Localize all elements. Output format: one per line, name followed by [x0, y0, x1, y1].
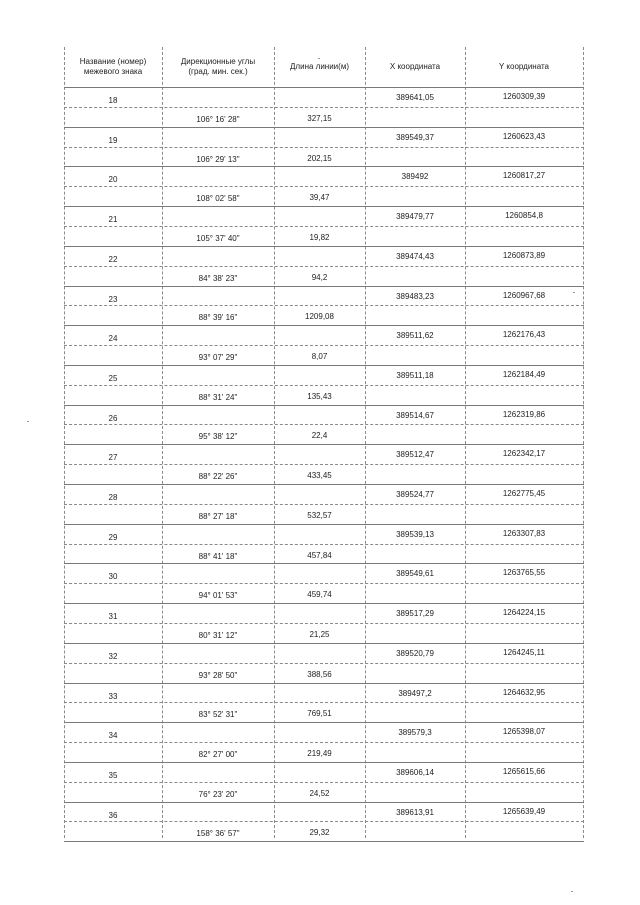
- y-coordinate: 1262184,49: [502, 370, 546, 379]
- y-coordinate: 1265615,66: [502, 767, 546, 776]
- row-divider: [64, 841, 584, 842]
- row-divider: [64, 166, 584, 167]
- row-divider: [64, 663, 584, 664]
- y-coordinate: 1263765,55: [502, 568, 546, 577]
- row-divider: [64, 702, 584, 703]
- y-coordinate: 1262775,45: [502, 489, 546, 498]
- line-length: 433,45: [307, 471, 332, 480]
- direction-angle: 88° 27' 18": [198, 512, 238, 521]
- point-number: 27: [108, 453, 118, 462]
- row-divider: [64, 484, 584, 485]
- y-coordinate: 1260854,8: [505, 211, 543, 220]
- x-coordinate: 389511,18: [396, 371, 434, 380]
- point-number: 28: [108, 493, 118, 502]
- point-number: 18: [108, 96, 118, 105]
- x-coordinate: 389549,37: [396, 133, 434, 142]
- row-divider: [64, 802, 584, 803]
- point-number: 26: [108, 414, 118, 423]
- direction-angle: 93° 07' 29": [198, 353, 238, 362]
- line-length: 8,07: [311, 352, 328, 361]
- header-x-coordinate: X координата: [389, 62, 441, 71]
- x-coordinate: 389606,14: [396, 768, 434, 777]
- y-coordinate: 1260309,39: [502, 92, 546, 101]
- line-length: 219,49: [307, 749, 332, 758]
- direction-angle: 84° 38' 23": [198, 274, 238, 283]
- point-number: 23: [108, 295, 118, 304]
- point-number: 36: [108, 811, 118, 820]
- x-coordinate: 389520,79: [396, 649, 434, 658]
- point-number: 34: [108, 731, 118, 740]
- point-number: 25: [108, 374, 118, 383]
- x-coordinate: 389641,05: [396, 93, 434, 102]
- row-divider: [64, 107, 584, 108]
- row-divider: [64, 603, 584, 604]
- direction-angle: 105° 37' 40": [196, 234, 240, 243]
- line-length: 24,52: [309, 789, 330, 798]
- y-coordinate: 1260817,27: [502, 171, 546, 180]
- direction-angle: 158° 36' 57": [196, 829, 240, 838]
- line-length: 94,2: [311, 273, 328, 282]
- line-length: 327,15: [307, 114, 332, 123]
- row-divider: [64, 127, 584, 128]
- scan-speck: [27, 421, 29, 422]
- row-divider: [64, 782, 584, 783]
- point-number: 30: [108, 572, 118, 581]
- row-divider: [64, 365, 584, 366]
- x-coordinate: 389474,43: [396, 252, 434, 261]
- direction-angle: 108° 02' 58": [196, 194, 240, 203]
- point-number: 33: [108, 692, 118, 701]
- row-divider: [64, 563, 584, 564]
- line-length: 459,74: [307, 590, 332, 599]
- direction-angle: 88° 22' 26": [198, 472, 238, 481]
- y-coordinate: 1260873,89: [502, 251, 546, 260]
- point-number: 35: [108, 771, 118, 780]
- scan-speck: [571, 891, 573, 892]
- line-length: 388,56: [307, 670, 332, 679]
- row-divider: [64, 246, 584, 247]
- direction-angle: 88° 31' 24": [198, 393, 238, 402]
- line-length: 457,84: [307, 551, 332, 560]
- x-coordinate: 389524,77: [396, 490, 434, 499]
- direction-angle: 106° 16' 28": [196, 115, 240, 124]
- x-coordinate: 389517,29: [396, 609, 434, 618]
- x-coordinate: 389479,77: [396, 212, 434, 221]
- point-number: 31: [108, 612, 118, 621]
- y-coordinate: 1262319,86: [502, 410, 546, 419]
- x-coordinate: 389497,2: [398, 689, 432, 698]
- line-length: 29,32: [309, 828, 330, 837]
- line-length: 202,15: [307, 154, 332, 163]
- direction-angle: 95° 38' 12": [198, 432, 238, 441]
- row-divider: [64, 464, 584, 465]
- row-divider: [64, 683, 584, 684]
- row-divider: [64, 405, 584, 406]
- point-number: 32: [108, 652, 118, 661]
- line-length: 1209,08: [305, 312, 334, 321]
- line-length: 21,25: [309, 630, 330, 639]
- y-coordinate: 1262176,43: [502, 330, 546, 339]
- point-number: 20: [108, 175, 118, 184]
- direction-angle: 82° 27' 00": [198, 750, 238, 759]
- row-divider: [64, 147, 584, 148]
- row-divider: [64, 87, 584, 88]
- line-length: 532,57: [307, 511, 332, 520]
- row-divider: [64, 206, 584, 207]
- direction-angle: 94° 01' 53": [198, 591, 238, 600]
- x-coordinate: 389492: [401, 172, 429, 181]
- direction-angle: 88° 41' 18": [198, 552, 238, 561]
- header-line-length: Длина линии(м): [290, 62, 349, 71]
- row-divider: [64, 305, 584, 306]
- point-number: 24: [108, 334, 118, 343]
- y-coordinate: 1265639,49: [502, 807, 546, 816]
- row-divider: [64, 266, 584, 267]
- y-coordinate: 1263307,83: [502, 529, 546, 538]
- row-divider: [64, 583, 584, 584]
- row-divider: [64, 286, 584, 287]
- direction-angle: 93° 28' 50": [198, 671, 238, 680]
- line-length: 769,51: [307, 709, 332, 718]
- row-divider: [64, 325, 584, 326]
- x-coordinate: 389549,61: [396, 569, 434, 578]
- line-length: 19,82: [309, 233, 330, 242]
- row-divider: [64, 424, 584, 425]
- row-divider: [64, 385, 584, 386]
- x-coordinate: 389539,13: [396, 530, 434, 539]
- direction-angle: 88° 39' 16": [198, 313, 238, 322]
- point-number: 21: [108, 215, 118, 224]
- y-coordinate: 1265398,07: [502, 727, 546, 736]
- row-divider: [64, 821, 584, 822]
- row-divider: [64, 345, 584, 346]
- row-divider: [64, 762, 584, 763]
- y-coordinate: 1260623,43: [502, 132, 546, 141]
- row-divider: [64, 226, 584, 227]
- direction-angle: 83° 52' 31": [198, 710, 238, 719]
- direction-angle: 80° 31' 12": [198, 631, 238, 640]
- point-number: 22: [108, 255, 118, 264]
- row-divider: [64, 643, 584, 644]
- line-length: 39,47: [309, 193, 330, 202]
- row-divider: [64, 544, 584, 545]
- direction-angle: 76° 23' 20": [198, 790, 238, 799]
- line-length: 22,4: [311, 431, 328, 440]
- point-number: 29: [108, 533, 118, 542]
- header-y-coordinate: Y координата: [498, 62, 550, 71]
- row-divider: [64, 742, 584, 743]
- row-divider: [64, 524, 584, 525]
- x-coordinate: 389613,91: [396, 808, 434, 817]
- row-divider: [64, 444, 584, 445]
- point-number: 19: [108, 136, 118, 145]
- scan-speck: [318, 58, 320, 59]
- header-direction-angle: Дирекционные углы (град. мин. сек.): [180, 57, 256, 76]
- x-coordinate: 389579,3: [398, 728, 432, 737]
- header-point-name: Название (номер) межевого знака: [79, 57, 147, 76]
- line-length: 135,43: [307, 392, 332, 401]
- row-divider: [64, 504, 584, 505]
- row-divider: [64, 722, 584, 723]
- x-coordinate: 389483,23: [396, 292, 434, 301]
- direction-angle: 106° 29' 13": [196, 155, 240, 164]
- y-coordinate: 1264224,15: [502, 608, 546, 617]
- y-coordinate: 1260967,68: [502, 291, 546, 300]
- y-coordinate: 1264245,11: [503, 648, 545, 657]
- x-coordinate: 389514,67: [396, 411, 434, 420]
- y-coordinate: 1264632,95: [502, 688, 546, 697]
- x-coordinate: 389512,47: [396, 450, 434, 459]
- row-divider: [64, 623, 584, 624]
- x-coordinate: 389511,62: [396, 331, 434, 340]
- scan-speck: [573, 292, 575, 293]
- y-coordinate: 1262342,17: [502, 449, 546, 458]
- row-divider: [64, 186, 584, 187]
